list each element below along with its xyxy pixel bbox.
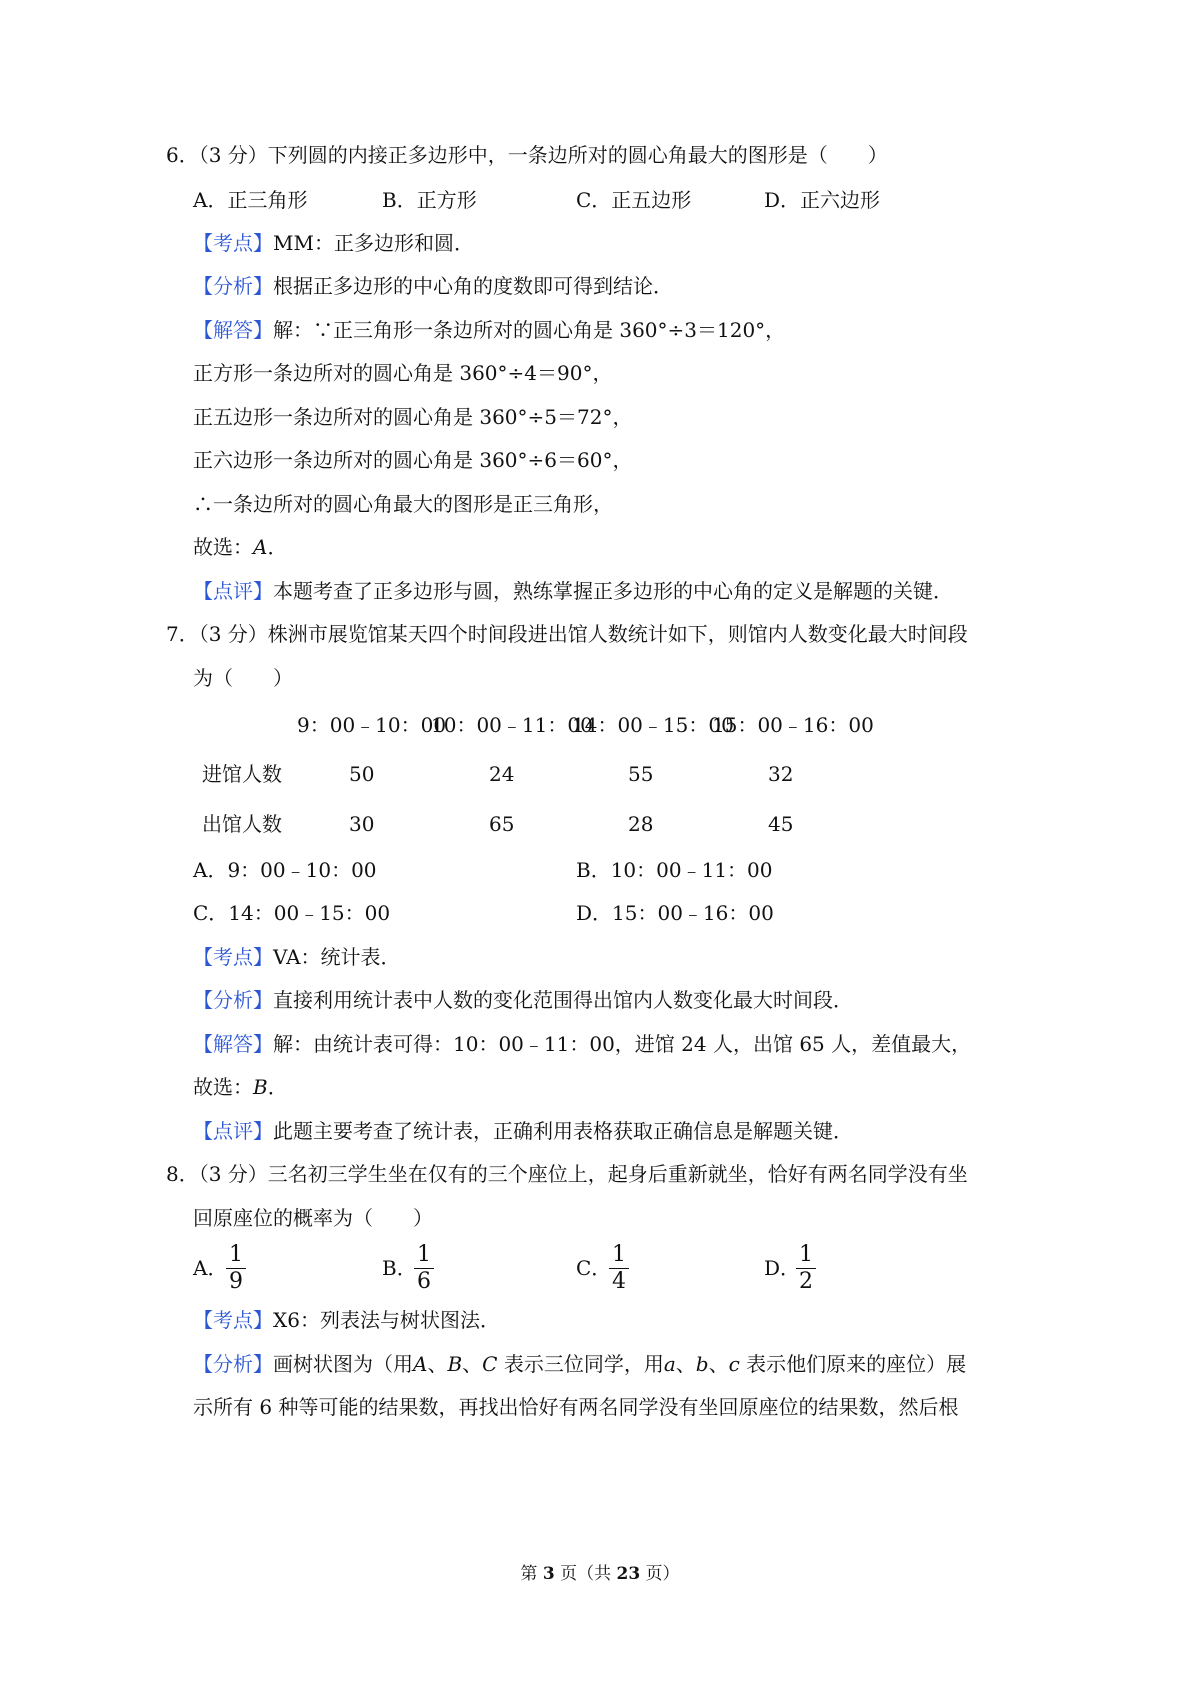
footer-page-number: 3 [542,1564,555,1584]
q6-answer [193,533,287,561]
q6-jieda [193,316,785,344]
fenxi-tag: 【分析】 [193,274,273,298]
table-header-4: 15：00﹣16：00 [712,713,874,737]
fraction-numerator: 1 [799,1242,813,1267]
q6-jieda-line-4: 正六边形一条边所对的圆心角是 360°÷6＝60°， [193,448,633,472]
answer-suffix: ． [267,1075,288,1099]
table-header-3: 14：00﹣15：00 [572,713,734,737]
q6-dianping-text: 本题考查了正多边形与圆，熟练掌握正多边形的中心角的定义是解题的关键． [273,579,953,603]
footer-prefix: 第 [520,1564,543,1584]
q8-fenxi-part: 、 [708,1352,729,1376]
kaodian-tag: 【考点】 [193,945,273,969]
footer-suffix: 页） [640,1564,680,1584]
q6-jieda-line-3: 正五边形一条边所对的圆心角是 360°÷5＝72°， [193,405,633,429]
q8-option-d-label: D． [764,1256,801,1280]
table-cell: 45 [768,812,794,836]
answer-letter: A [253,535,268,559]
q6-fenxi-text: 根据正多边形的中心角的度数即可得到结论． [273,274,673,298]
q8-option-a-label: A． [193,1256,228,1280]
math-var: B [447,1352,463,1376]
q7-stem-line-1: 7．（3 分）株洲市展览馆某天四个时间段进出馆人数统计如下，则馆内人数变化最大时间段 [166,622,968,646]
dianping-tag: 【点评】 [193,1119,273,1143]
footer-middle: 页（共 [554,1564,617,1584]
answer-prefix: 故选： [193,535,253,559]
q8-fenxi-part: 、 [427,1352,448,1376]
q8-fenxi-part: 表示三位同学，用 [497,1352,664,1376]
q8-fenxi-part: 画树状图为（用 [273,1352,413,1376]
table-row-label-out: 出馆人数 [202,812,282,836]
q8-option-a-fraction [226,1244,246,1293]
q7-option-b: B．10：00﹣11：00 [576,858,773,882]
q8-fenxi-part: 、 [675,1352,696,1376]
q6-stem: 6．（3 分）下列圆的内接正多边形中，一条边所对的圆心角最大的图形是（ ） [166,143,888,167]
table-cell: 24 [489,762,515,786]
fraction-denominator: 6 [417,1269,431,1294]
q6-option-d: D．正六边形 [764,188,881,212]
q7-fenxi [193,986,853,1014]
q8-option-d-fraction [796,1244,816,1293]
q7-dianping [193,1117,853,1145]
fraction-denominator: 2 [799,1269,813,1294]
kaodian-tag: 【考点】 [193,231,273,255]
q8-kaodian [193,1306,500,1334]
q8-kaodian-text: X6：列表法与树状图法． [273,1308,500,1332]
q6-jieda-line-5: ∴一条边所对的圆心角最大的图形是正三角形， [193,492,613,516]
q8-fenxi-line-2: 示所有 6 种等可能的结果数，再找出恰好有两名同学没有坐回原座位的结果数，然后根 [193,1395,959,1419]
q6-dianping [193,577,953,605]
answer-suffix: ． [267,535,288,559]
table-cell: 50 [349,762,375,786]
q8-option-b-label: B． [382,1256,417,1280]
table-cell: 32 [768,762,794,786]
fraction-numerator: 1 [229,1242,243,1267]
table-cell: 30 [349,812,375,836]
table-cell: 55 [628,762,654,786]
jieda-tag: 【解答】 [193,318,273,342]
q6-jieda-line-1: 解：∵正三角形一条边所对的圆心角是 360°÷3＝120°， [273,318,786,342]
table-header-1: 9：00﹣10：00 [297,713,447,737]
table-cell: 28 [628,812,654,836]
q8-stem-line-1: 8．（3 分）三名初三学生坐在仅有的三个座位上，起身后重新就坐，恰好有两名同学没有坐 [166,1162,968,1186]
fenxi-tag: 【分析】 [193,1352,273,1376]
fenxi-tag: 【分析】 [193,988,273,1012]
math-var: a [663,1352,676,1376]
q7-jieda [193,1030,971,1058]
math-var: C [482,1352,498,1376]
q8-option-b-fraction [414,1244,434,1293]
q7-kaodian [193,943,401,971]
dianping-tag: 【点评】 [193,579,273,603]
q7-kaodian-text: VA：统计表． [273,945,401,969]
answer-letter: B [253,1075,268,1099]
q6-option-b: B．正方形 [382,188,477,212]
answer-prefix: 故选： [193,1075,253,1099]
q8-option-c-fraction [609,1244,629,1293]
q7-option-c: C．14：00﹣15：00 [193,901,391,925]
q8-option-c-label: C． [576,1256,612,1280]
q7-answer [193,1073,288,1101]
q6-kaodian [193,229,474,257]
q8-fenxi-part: 表示他们原来的座位）展 [739,1352,967,1376]
math-var: A [413,1352,428,1376]
q7-fenxi-text: 直接利用统计表中人数的变化范围得出馆内人数变化最大时间段． [273,988,853,1012]
math-var: c [728,1352,740,1376]
table-header-2: 10：00﹣11：00 [431,713,593,737]
fraction-numerator: 1 [612,1242,626,1267]
fraction-denominator: 9 [229,1269,243,1294]
fraction-denominator: 4 [612,1269,626,1294]
q6-option-c: C．正五边形 [576,188,692,212]
q7-jieda-text: 解：由统计表可得：10：00﹣11：00，进馆 24 人，出馆 65 人，差值最大， [273,1032,972,1056]
q7-stem-line-2: 为（ ） [193,666,293,690]
q7-option-a: A．9：00﹣10：00 [193,858,377,882]
q6-kaodian-text: MM：正多边形和圆． [273,231,474,255]
fraction-numerator: 1 [417,1242,431,1267]
q8-fenxi [193,1350,966,1378]
q8-stem-line-2: 回原座位的概率为（ ） [193,1206,433,1230]
math-var: b [695,1352,709,1376]
q7-dianping-text: 此题主要考查了统计表，正确利用表格获取正确信息是解题关键． [273,1119,853,1143]
table-cell: 65 [489,812,515,836]
q7-option-d: D．15：00﹣16：00 [576,901,774,925]
jieda-tag: 【解答】 [193,1032,273,1056]
kaodian-tag: 【考点】 [193,1308,273,1332]
q6-option-a: A．正三角形 [193,188,308,212]
q6-fenxi [193,272,673,300]
q8-fenxi-part: 、 [462,1352,483,1376]
q6-jieda-line-2: 正方形一条边所对的圆心角是 360°÷4＝90°， [193,361,613,385]
footer-total-pages: 23 [616,1564,641,1584]
table-row-label-in: 进馆人数 [202,762,282,786]
page-footer [0,1562,1200,1586]
